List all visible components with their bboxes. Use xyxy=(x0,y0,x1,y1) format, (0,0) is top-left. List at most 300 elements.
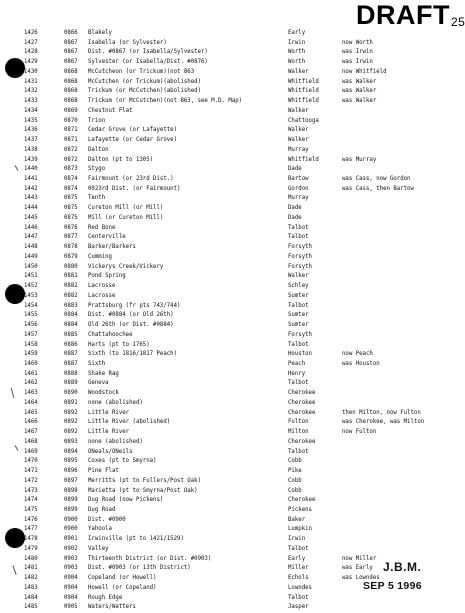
county-name: Worth xyxy=(288,59,306,66)
scan-mark xyxy=(15,165,19,171)
district-number: 1467 xyxy=(24,429,38,436)
list-item xyxy=(24,360,454,370)
district-code: 0902 xyxy=(64,545,78,552)
list-item xyxy=(24,379,454,389)
district-number: 1448 xyxy=(24,244,38,251)
district-name: Little River xyxy=(88,429,130,436)
district-name: Cumming xyxy=(88,253,112,260)
county-name: Henry xyxy=(288,370,306,377)
list-item xyxy=(24,506,454,516)
district-code: 0867 xyxy=(64,39,78,46)
list-item xyxy=(24,185,454,195)
county-name: Pickens xyxy=(288,506,312,513)
list-item xyxy=(24,399,454,409)
county-name: Echols xyxy=(288,575,309,582)
county-name: Whitfield xyxy=(288,88,319,95)
list-item xyxy=(24,292,454,302)
district-code: 0892 xyxy=(64,409,78,416)
county-name: Cobb xyxy=(288,458,302,465)
district-number: 1433 xyxy=(24,98,38,105)
district-code: 0890 xyxy=(64,390,78,397)
county-name: Cherokee xyxy=(288,409,316,416)
district-name: Rough Edge xyxy=(88,594,123,601)
county-name: Sumter xyxy=(288,312,309,319)
county-name: Pike xyxy=(288,468,302,475)
county-name: Talbot xyxy=(288,234,309,241)
county-name: Lowndes xyxy=(288,584,312,591)
district-number: 1435 xyxy=(24,117,38,124)
list-item xyxy=(24,311,454,321)
district-code: 0900 xyxy=(64,516,78,523)
county-name: Early xyxy=(288,30,306,36)
district-number: 1443 xyxy=(24,195,38,202)
district-number: 1459 xyxy=(24,351,38,358)
district-name: Mill (or Cureton Mill) xyxy=(88,214,164,221)
county-name: Baker xyxy=(288,516,306,523)
district-name: Sixth (to 1816/1817 Peach) xyxy=(88,351,178,358)
district-code: 0871 xyxy=(64,137,78,144)
district-code: 0880 xyxy=(64,263,78,270)
initials-signature: J.B.M. xyxy=(383,560,422,574)
county-name: Cobb xyxy=(288,477,302,484)
district-number: 1441 xyxy=(24,176,38,183)
district-name: Dug Road xyxy=(88,506,116,513)
district-name: Centerville xyxy=(88,234,126,241)
change-note: was Cherokee, was Milton xyxy=(342,419,425,426)
district-name: Cedar Grove (or Lafayette) xyxy=(88,127,178,134)
district-name: Trion xyxy=(88,117,106,124)
county-name: Cherokee xyxy=(288,497,316,504)
district-number: 1453 xyxy=(24,292,38,299)
list-item xyxy=(24,331,454,341)
district-name: Dist. #0884 (or Old 26th) xyxy=(88,312,174,319)
district-code: 0875 xyxy=(64,214,78,221)
district-number: 1472 xyxy=(24,477,38,484)
list-item xyxy=(24,107,454,117)
district-name: ONeals/ONeils xyxy=(88,448,133,455)
district-number: 1436 xyxy=(24,127,38,134)
district-code: 0891 xyxy=(64,399,78,406)
district-name: Dalton (pt to 1305) xyxy=(88,156,154,163)
district-code: 0897 xyxy=(64,477,78,484)
list-item xyxy=(24,438,454,448)
district-number: 1485 xyxy=(24,604,38,611)
district-number: 1451 xyxy=(24,273,38,280)
change-note: now Miller xyxy=(342,555,377,562)
district-code: 0903 xyxy=(64,565,78,572)
county-name: Irwin xyxy=(288,39,306,46)
change-note: was Early xyxy=(342,565,373,572)
district-code: 0872 xyxy=(64,146,78,153)
district-list xyxy=(24,29,454,613)
district-code: 0868 xyxy=(64,88,78,95)
county-name: Peach xyxy=(288,360,306,367)
list-item xyxy=(24,48,454,58)
list-item xyxy=(24,117,454,127)
list-item xyxy=(24,146,454,156)
county-name: Forsyth xyxy=(288,253,312,260)
district-name: Chestnut Flat xyxy=(88,107,133,114)
change-note: was Walker xyxy=(342,98,377,105)
district-number: 1437 xyxy=(24,137,38,144)
district-name: Marietta (pt to Smyrna/Post Oak) xyxy=(88,487,198,494)
district-number: 1447 xyxy=(24,234,38,241)
county-name: Jasper xyxy=(288,604,309,611)
county-name: Sumter xyxy=(288,292,309,299)
change-note: was Lowndes xyxy=(342,575,380,582)
district-number: 1452 xyxy=(24,283,38,290)
district-name: Fairmount (or 23rd Dist.) xyxy=(88,176,174,183)
district-number: 1442 xyxy=(24,185,38,192)
district-number: 1468 xyxy=(24,438,38,445)
district-code: 0873 xyxy=(64,166,78,173)
district-code: 0883 xyxy=(64,302,78,309)
district-code: 0868 xyxy=(64,78,78,85)
district-number: 1471 xyxy=(24,468,38,475)
list-item xyxy=(24,243,454,253)
county-name: Gordon xyxy=(288,185,309,192)
district-name: Barker/Barkers xyxy=(88,244,136,251)
district-code: 0886 xyxy=(64,341,78,348)
list-item xyxy=(24,448,454,458)
district-name: Thirteenth District (or Dist. #0903) xyxy=(88,555,212,562)
change-note: was Murray xyxy=(342,156,377,163)
county-name: Cherokee xyxy=(288,399,316,406)
change-note: now Fulton xyxy=(342,429,377,436)
district-code: 0896 xyxy=(64,468,78,475)
county-name: Talbot xyxy=(288,448,309,455)
county-name: Forsyth xyxy=(288,263,312,270)
change-note: now Peach xyxy=(342,351,373,358)
district-name: Woodstock xyxy=(88,390,119,397)
list-item xyxy=(24,78,454,88)
district-name: Dist. #0903 (or 13th District) xyxy=(88,565,191,572)
list-item xyxy=(24,467,454,477)
district-code: 0893 xyxy=(64,438,78,445)
county-name: Dade xyxy=(288,214,302,221)
scan-mark xyxy=(12,565,16,575)
district-name: Copeland (or Howell) xyxy=(88,575,157,582)
list-item xyxy=(24,253,454,263)
district-number: 1460 xyxy=(24,360,38,367)
county-name: Sumter xyxy=(288,322,309,329)
county-name: Walker xyxy=(288,68,309,75)
date-stamp: SEP 5 1996 xyxy=(363,580,422,592)
district-name: McCutcheon (or Trickum)(not 863 xyxy=(88,68,195,75)
district-number: 1481 xyxy=(24,565,38,572)
district-code: 0881 xyxy=(64,273,78,280)
district-name: none (abolished) xyxy=(88,399,143,406)
scan-mark xyxy=(11,388,15,398)
district-code: 0904 xyxy=(64,594,78,601)
district-name: Red Bone xyxy=(88,224,116,231)
district-name: Geneva xyxy=(88,380,109,387)
district-number: 1469 xyxy=(24,448,38,455)
district-name: Tenth xyxy=(88,195,106,202)
change-note: then Milton, now Fulton xyxy=(342,409,421,416)
county-name: Cherokee xyxy=(288,390,316,397)
county-name: Chattooga xyxy=(288,117,319,124)
county-name: Dade xyxy=(288,166,302,173)
county-name: Forsyth xyxy=(288,244,312,251)
district-code: 0904 xyxy=(64,575,78,582)
list-item xyxy=(24,341,454,351)
change-note: was Irwin xyxy=(342,49,373,56)
list-item xyxy=(24,126,454,136)
county-name: Schley xyxy=(288,283,309,290)
district-number: 1429 xyxy=(24,59,38,66)
county-name: Irwin xyxy=(288,536,306,543)
county-name: Talbot xyxy=(288,224,309,231)
district-code: 0868 xyxy=(64,68,78,75)
list-item xyxy=(24,194,454,204)
district-number: 1480 xyxy=(24,555,38,562)
district-code: 0904 xyxy=(64,584,78,591)
district-number: 1476 xyxy=(24,516,38,523)
district-number: 1482 xyxy=(24,575,38,582)
district-name: Chattahoochee xyxy=(88,331,133,338)
district-name: Lacrosse xyxy=(88,292,116,299)
district-name: Dist. #0867 (or Isabella/Sylvester) xyxy=(88,49,208,56)
district-name: Howell (or Copeland) xyxy=(88,584,157,591)
county-name: Cherokee xyxy=(288,438,316,445)
list-item xyxy=(24,545,454,555)
county-name: Murray xyxy=(288,146,309,153)
list-item xyxy=(24,496,454,506)
district-code: 0882 xyxy=(64,283,78,290)
district-name: Dist. #0900 xyxy=(88,516,126,523)
list-item xyxy=(24,214,454,224)
district-code: 0905 xyxy=(64,604,78,611)
district-number: 1479 xyxy=(24,545,38,552)
district-name: Pond Spring xyxy=(88,273,126,280)
district-code: 0868 xyxy=(64,98,78,105)
list-item xyxy=(24,350,454,360)
list-item xyxy=(24,39,454,49)
list-item xyxy=(24,136,454,146)
punch-hole-top xyxy=(5,58,25,78)
page-number: 25 xyxy=(450,15,465,29)
district-name: Irwinville (pt to 1421/1529) xyxy=(88,536,184,543)
list-item xyxy=(24,224,454,234)
district-number: 1477 xyxy=(24,526,38,533)
district-number: 1464 xyxy=(24,399,38,406)
list-item xyxy=(24,594,454,604)
county-name: Lumpkin xyxy=(288,526,312,533)
district-number: 1427 xyxy=(24,39,38,46)
district-name: Dug Road (now Pickens) xyxy=(88,497,164,504)
list-item xyxy=(24,68,454,78)
change-note: now Whitfield xyxy=(342,68,387,75)
county-name: Bartow xyxy=(288,176,309,183)
district-number: 1434 xyxy=(24,107,38,114)
list-item xyxy=(24,418,454,428)
district-code: 0882 xyxy=(64,292,78,299)
list-item xyxy=(24,58,454,68)
district-name: Lafayette (or Cedar Grove) xyxy=(88,137,178,144)
district-name: Isabella (or Sylvester) xyxy=(88,39,167,46)
district-code: 0876 xyxy=(64,224,78,231)
list-item xyxy=(24,97,454,107)
district-name: none (abolished) xyxy=(88,438,143,445)
district-name: Cureton Mill (or Mill) xyxy=(88,205,164,212)
district-number: 1438 xyxy=(24,146,38,153)
district-number: 1455 xyxy=(24,312,38,319)
district-code: 0884 xyxy=(64,312,78,319)
county-name: Whitfield xyxy=(288,156,319,163)
district-code: 0884 xyxy=(64,322,78,329)
list-item xyxy=(24,428,454,438)
district-code: 0898 xyxy=(64,487,78,494)
county-name: Talbot xyxy=(288,545,309,552)
district-number: 1478 xyxy=(24,536,38,543)
county-name: Talbot xyxy=(288,302,309,309)
district-number: 1446 xyxy=(24,224,38,231)
list-item xyxy=(24,535,454,545)
district-number: 1450 xyxy=(24,263,38,270)
change-note: was Irwin xyxy=(342,59,373,66)
draft-stamp xyxy=(356,2,465,29)
punch-hole-bottom xyxy=(5,528,25,548)
draft-title: DRAFT xyxy=(356,0,450,30)
change-note: was Cass, now Gordon xyxy=(342,176,411,183)
county-name: Cobb xyxy=(288,487,302,494)
district-code: 0900 xyxy=(64,526,78,533)
district-number: 1426 xyxy=(24,30,38,36)
district-code: 0871 xyxy=(64,127,78,134)
district-name: Yahoola xyxy=(88,526,112,533)
district-number: 1445 xyxy=(24,214,38,221)
district-name: Little River (abolished) xyxy=(88,419,171,426)
county-name: Whitfield xyxy=(288,78,319,85)
district-number: 1454 xyxy=(24,302,38,309)
district-code: 0885 xyxy=(64,331,78,338)
district-code: 0874 xyxy=(64,185,78,192)
list-item xyxy=(24,175,454,185)
county-name: Fulton xyxy=(288,419,309,426)
county-name: Houston xyxy=(288,351,312,358)
county-name: Whitfield xyxy=(288,98,319,105)
change-note: was Houston xyxy=(342,360,380,367)
change-note: was Walker xyxy=(342,88,377,95)
district-code: 0899 xyxy=(64,506,78,513)
district-code: 0874 xyxy=(64,176,78,183)
district-name: Merritts (pt to Fullers/Post Oak) xyxy=(88,477,201,484)
county-name: Talbot xyxy=(288,380,309,387)
district-name: Little River xyxy=(88,409,130,416)
list-item xyxy=(24,389,454,399)
district-code: 0869 xyxy=(64,107,78,114)
district-number: 1449 xyxy=(24,253,38,260)
list-item xyxy=(24,603,454,613)
district-code: 0870 xyxy=(64,117,78,124)
county-name: Milton xyxy=(288,429,309,436)
district-number: 1466 xyxy=(24,419,38,426)
district-code: 0892 xyxy=(64,429,78,436)
district-number: 1457 xyxy=(24,331,38,338)
county-name: Walker xyxy=(288,107,309,114)
district-name: Stygo xyxy=(88,166,106,173)
list-item xyxy=(24,87,454,97)
district-code: 0892 xyxy=(64,419,78,426)
district-name: 0023rd Dist. (or Fairmount) xyxy=(88,185,181,192)
county-name: Miller xyxy=(288,565,309,572)
district-number: 1465 xyxy=(24,409,38,416)
change-note: was Walker xyxy=(342,78,377,85)
county-name: Walker xyxy=(288,273,309,280)
change-note: now Worth xyxy=(342,39,373,46)
district-code: 0899 xyxy=(64,497,78,504)
list-item xyxy=(24,156,454,166)
county-name: Dade xyxy=(288,205,302,212)
district-number: 1473 xyxy=(24,487,38,494)
district-number: 1470 xyxy=(24,458,38,465)
district-name: Trickum (or McCutchen)(not 863, see M.D. Map) xyxy=(88,98,243,105)
district-code: 0879 xyxy=(64,253,78,260)
district-code: 0867 xyxy=(64,49,78,56)
district-code: 0894 xyxy=(64,448,78,455)
district-name: Vickerys Creek/Vickery xyxy=(88,263,164,270)
district-code: 0872 xyxy=(64,156,78,163)
county-name: Walker xyxy=(288,137,309,144)
district-code: 0866 xyxy=(64,30,78,36)
list-item xyxy=(24,321,454,331)
list-item xyxy=(24,282,454,292)
district-name: Coxes (pt to Smyrna) xyxy=(88,458,157,465)
county-name: Talbot xyxy=(288,594,309,601)
list-item xyxy=(24,370,454,380)
district-name: Harts (pt to 1765) xyxy=(88,341,150,348)
list-item xyxy=(24,525,454,535)
district-number: 1428 xyxy=(24,49,38,56)
district-name: Sylvester (or Isabella/Dist. #0876) xyxy=(88,59,208,66)
district-name: Blakely xyxy=(88,30,112,36)
district-name: Lacrosse xyxy=(88,283,116,290)
district-code: 0901 xyxy=(64,536,78,543)
list-item xyxy=(24,457,454,467)
district-number: 1431 xyxy=(24,78,38,85)
district-name: McCutchen (or Trickum)(abolished) xyxy=(88,78,201,85)
punch-hole-middle xyxy=(5,284,25,304)
district-code: 0903 xyxy=(64,555,78,562)
county-name: Early xyxy=(288,555,306,562)
district-number: 1456 xyxy=(24,322,38,329)
district-name: Pine Flat xyxy=(88,468,119,475)
district-code: 0867 xyxy=(64,59,78,66)
list-item xyxy=(24,302,454,312)
district-name: Dalton xyxy=(88,146,109,153)
list-item xyxy=(24,409,454,419)
district-name: Prattsburg (fr pts 743/744) xyxy=(88,302,181,309)
district-number: 1461 xyxy=(24,370,38,377)
district-number: 1439 xyxy=(24,156,38,163)
county-name: Forsyth xyxy=(288,331,312,338)
district-number: 1462 xyxy=(24,380,38,387)
district-name: Shake Rag xyxy=(88,370,119,377)
district-name: Sixth xyxy=(88,360,106,367)
district-name: Old 26th (or Dist. #0884) xyxy=(88,322,174,329)
scan-mark xyxy=(15,445,19,451)
list-item xyxy=(24,477,454,487)
county-name: Worth xyxy=(288,49,306,56)
county-name: Talbot xyxy=(288,341,309,348)
district-number: 1463 xyxy=(24,390,38,397)
district-code: 0877 xyxy=(64,234,78,241)
list-item xyxy=(24,263,454,273)
district-number: 1458 xyxy=(24,341,38,348)
district-code: 0878 xyxy=(64,244,78,251)
list-item xyxy=(24,233,454,243)
